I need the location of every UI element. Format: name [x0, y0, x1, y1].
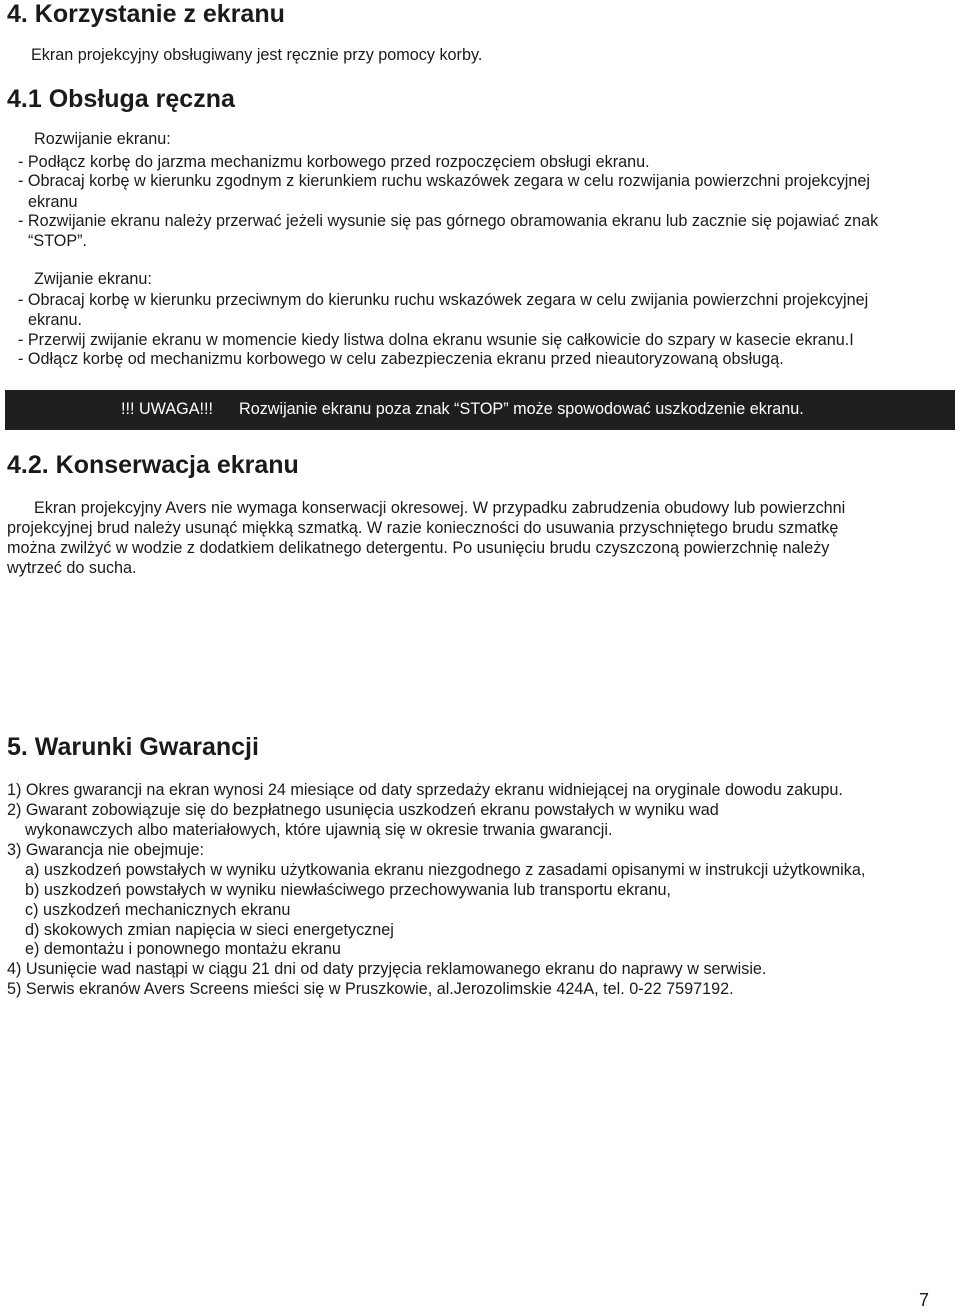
unroll-heading: Rozwijanie ekranu: [34, 130, 171, 148]
warning-text: Rozwijanie ekranu poza znak “STOP” może spowodować uszkodzenie ekranu. [239, 400, 804, 418]
unroll-line: - Podłącz korbę do jarzma mechanizmu korbowego przed rozpoczęciem obsługi ekranu. [18, 153, 650, 171]
page-number: 7 [919, 1290, 930, 1310]
section-4-title: 4. Korzystanie z ekranu [7, 0, 285, 28]
section-4-intro: Ekran projekcyjny obsługiwany jest ręcznie przy pomocy korby. [31, 46, 483, 64]
warranty-line: 2) Gwarant zobowiązuje się do bezpłatnego usunięcia uszkodzeń ekranu powstałych w wyniku wad [7, 801, 719, 819]
maintenance-line: projekcyjnej brud należy usunąć miękką szmatką. W razie konieczności do usuwania przyschniętego brudu szmatkę [7, 519, 839, 537]
warranty-line: 1) Okres gwarancji na ekran wynosi 24 miesiące od daty sprzedaży ekranu widniejącej na oryginale dowodu zakupu. [7, 781, 843, 799]
warranty-line: 5) Serwis ekranów Avers Screens mieści się w Pruszkowie, al.Jerozolimskie 424A, tel. 0-22 7597192. [7, 980, 734, 998]
warning-banner [5, 390, 955, 430]
warranty-line: 3) Gwarancja nie obejmuje: [7, 841, 205, 859]
warranty-line: a) uszkodzeń powstałych w wyniku użytkowania ekranu niezgodnego z zasadami opisanymi w instrukcji użytkownika, [25, 861, 866, 879]
roll-heading: Zwijanie ekranu: [34, 270, 152, 288]
unroll-line: ekranu [28, 193, 78, 211]
unroll-line: - Obracaj korbę w kierunku zgodnym z kierunkiem ruchu wskazówek zegara w celu rozwijania powierzchni projekcyjnej [18, 172, 871, 190]
warranty-line: b) uszkodzeń powstałych w wyniku niewłaściwego przechowywania lub transportu ekranu, [25, 881, 672, 899]
roll-line: - Odłącz korbę od mechanizmu korbowego w celu zabezpieczenia ekranu przed nieautoryzowaną obsługą. [18, 350, 784, 368]
unroll-line: - Rozwijanie ekranu należy przerwać jeżeli wysunie się pas górnego obramowania ekranu lub zacznie się pojawiać znak [18, 212, 879, 230]
warranty-line: 4) Usunięcie wad nastąpi w ciągu 21 dni od daty przyjęcia reklamowanego ekranu do naprawy w serwisie. [7, 960, 767, 978]
unroll-line: “STOP”. [28, 232, 88, 250]
section-5-title: 5. Warunki Gwarancji [7, 733, 259, 761]
warning-label: !!! UWAGA!!! [121, 400, 214, 418]
maintenance-line: wytrzeć do sucha. [7, 559, 137, 577]
roll-line: ekranu. [28, 311, 82, 329]
maintenance-line: Ekran projekcyjny Avers nie wymaga konserwacji okresowej. W przypadku zabrudzenia obudowy lub powierzchni [34, 499, 846, 517]
roll-line: - Przerwij zwijanie ekranu w momencie kiedy listwa dolna ekranu wsunie się całkowicie do szpary w kasecie ekranu.I [18, 331, 854, 349]
roll-line: - Obracaj korbę w kierunku przeciwnym do kierunku ruchu wskazówek zegara w celu zwijania powierzchni projekcyjnej [18, 291, 869, 309]
section-4-2-title: 4.2. Konserwacja ekranu [7, 451, 299, 479]
warranty-line: wykonawczych albo materiałowych, które ujawnią się w okresie trwania gwarancji. [25, 821, 613, 839]
section-4-1-title: 4.1 Obsługa ręczna [7, 85, 235, 113]
warranty-line: c) uszkodzeń mechanicznych ekranu [25, 901, 291, 919]
maintenance-line: można zwilżyć w wodzie z dodatkiem delikatnego detergentu. Po usunięciu brudu czyszczoną powierzchnię należy [7, 539, 830, 557]
warranty-line: e) demontażu i ponownego montażu ekranu [25, 940, 341, 958]
warranty-line: d) skokowych zmian napięcia w sieci energetycznej [25, 921, 394, 939]
